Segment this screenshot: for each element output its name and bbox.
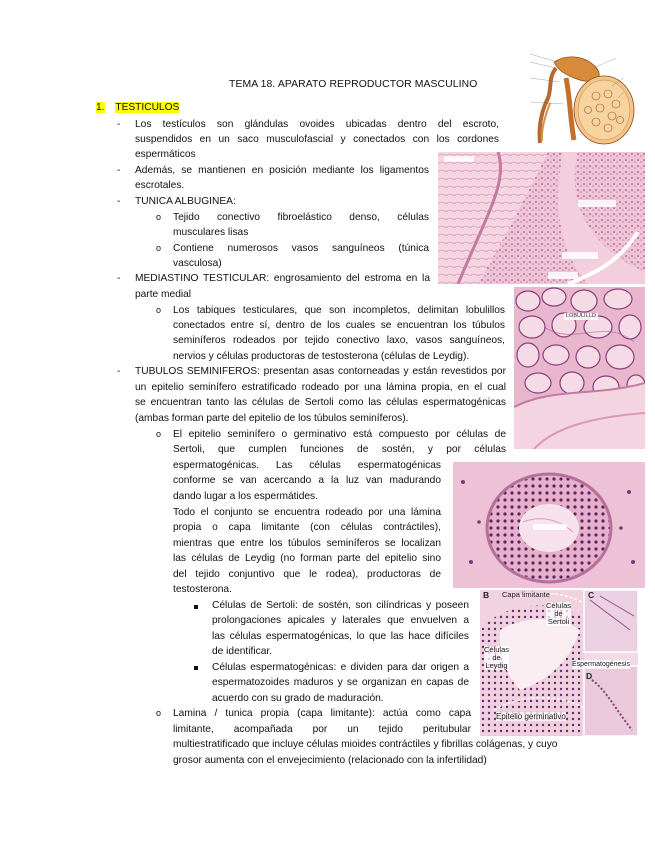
text-line: multiestratificado que incluye células mioides contráctiles y fibrillas colágenas, y cuyo <box>173 739 558 750</box>
dash-bullet: - <box>117 196 121 207</box>
text-line: un epitelio seminífero estratificado rodeado por una lámina propia, en el cual <box>135 382 506 393</box>
section-number: 1. <box>96 102 105 113</box>
text-line: El epitelio seminífero o germinativo está compuesto por células de <box>173 429 506 440</box>
text-line: espermatozoides maduros y se organizan en capas de <box>212 677 469 688</box>
text-line: musculares lisas <box>173 227 249 238</box>
text-line: TUBULOS SEMINIFEROS: presentan asas contorneadas y están revestidos por <box>135 366 506 377</box>
text-line: dando lugar a los espermátides. <box>173 491 318 502</box>
text-line: Todo el conjunto se encuentra rodeado por una lámina <box>173 507 441 518</box>
text-line: mientras que entre los túbulos seminíferos se localizan <box>173 538 441 549</box>
square-bullet <box>194 605 198 609</box>
text-line: espermáticos <box>135 149 196 160</box>
text-line: las células de Leydig (no forman parte del epitelio sino <box>173 553 441 564</box>
text-line: Células de Sertoli: de sostén, son cilíndricas y poseen <box>212 600 469 611</box>
seminiferous-tubule-histology <box>453 462 645 588</box>
dash-bullet: - <box>117 119 121 130</box>
text-line: espermatogénicas. Las células espermatogénicas <box>173 460 441 471</box>
text-line: Los tabiques testiculares, que son incompletos, delimitan lobulillos <box>173 305 505 316</box>
text-line: las células espermatogénicas, lo que las hace difíciles <box>212 631 469 642</box>
circle-bullet: o <box>156 305 162 315</box>
text-line: vasculosa) <box>173 258 222 269</box>
text-line: Los testículos son glándulas ovoides ubicadas dentro del escroto, <box>135 119 499 130</box>
text-line: Células espermatogénicas: e dividen para dar origen a <box>212 662 469 673</box>
espermatogenesis-label: Espermatogénesis <box>572 661 630 668</box>
text-line: Contiene numerosos vasos sanguíneos (túnica <box>173 243 429 254</box>
text-line: de identificar. <box>212 646 273 657</box>
text-line: conectados entre sí, dentro de los cuales se encuentran los túbulos <box>173 320 505 331</box>
text-line: prolongaciones apicales y laterales que envuelven a <box>212 615 469 626</box>
text-line: Además, se mantienen en posición mediante los ligamentos <box>135 165 429 176</box>
lobulillo-histology <box>514 287 645 449</box>
section-title: TESTICULOS <box>115 102 180 113</box>
sertoli-label: Células de Sertoli <box>546 601 572 626</box>
text-line: acuerdo con su grado de maduración. <box>212 693 384 704</box>
capa-limitante-label: Capa limitante <box>502 590 550 599</box>
text-line: Lamina / tunica propia (capa limitante): actúa como capa <box>173 708 471 719</box>
circle-bullet: o <box>156 429 162 439</box>
tunica-albuginea-histology <box>438 152 645 284</box>
text-line: Tejido conectivo fibroelástico denso, células <box>173 212 429 223</box>
circle-bullet: o <box>156 243 162 253</box>
text-line: Sertoli, que cumplen funciones de sostén, y por células <box>173 444 506 455</box>
epididymis-diagram <box>508 48 638 148</box>
page-title: TEMA 18. APARATO REPRODUCTOR MASCULINO <box>229 79 478 90</box>
text-line: grosor aumenta con el envejecimiento (relacionado con la infertilidad) <box>173 755 487 766</box>
panel-b-label: B <box>483 590 490 600</box>
text-line: escrotales. <box>135 180 185 191</box>
text-line: seminíferos rodeados por tejido conectivo laxo, vasos sanguíneos, <box>173 335 505 346</box>
dash-bullet: - <box>117 165 121 176</box>
text-line: del tejido conjuntivo que le rodea), productoras de <box>173 569 441 580</box>
text-line: limitante, acompañada por un tejido peritubular <box>173 724 471 735</box>
text-line: testosterona. <box>173 584 232 595</box>
circle-bullet: o <box>156 708 162 718</box>
sertoli-leydig-histology <box>480 590 638 736</box>
text-line: parte medial <box>135 289 192 300</box>
text-line: (ambas forman parte del epitelio de los túbulos seminíferos). <box>135 413 409 424</box>
dash-bullet: - <box>117 273 121 284</box>
text-line: TUNICA ALBUGINEA: <box>135 196 236 207</box>
square-bullet <box>194 666 198 670</box>
leydig-label: Células de Leydig <box>484 645 510 670</box>
text-line: MEDIASTINO TESTICULAR: engrosamiento del estroma en la <box>135 273 430 284</box>
text-line: suspendidos en un saco musculofascial y conectados con los cordones <box>135 134 499 145</box>
dash-bullet: - <box>117 366 121 377</box>
text-line: conforme se van acercando a la luz van madurando <box>173 475 441 486</box>
text-line: se encuentran tanto las células de Sertoli como las células espermatogénicas <box>135 397 506 408</box>
section-heading <box>96 100 179 115</box>
text-line: propia o capa limitante (con células contráctiles), <box>173 522 441 533</box>
panel-d-label: D <box>586 671 593 681</box>
panel-c-label: C <box>588 590 595 600</box>
text-line: nervios y células productoras de testosterona (células de Leydig). <box>173 351 470 362</box>
epitelio-germinativo-label: Epitelio germinativo <box>496 712 566 721</box>
lobulillo-label: LOBULILLO <box>566 313 596 319</box>
circle-bullet: o <box>156 212 162 222</box>
